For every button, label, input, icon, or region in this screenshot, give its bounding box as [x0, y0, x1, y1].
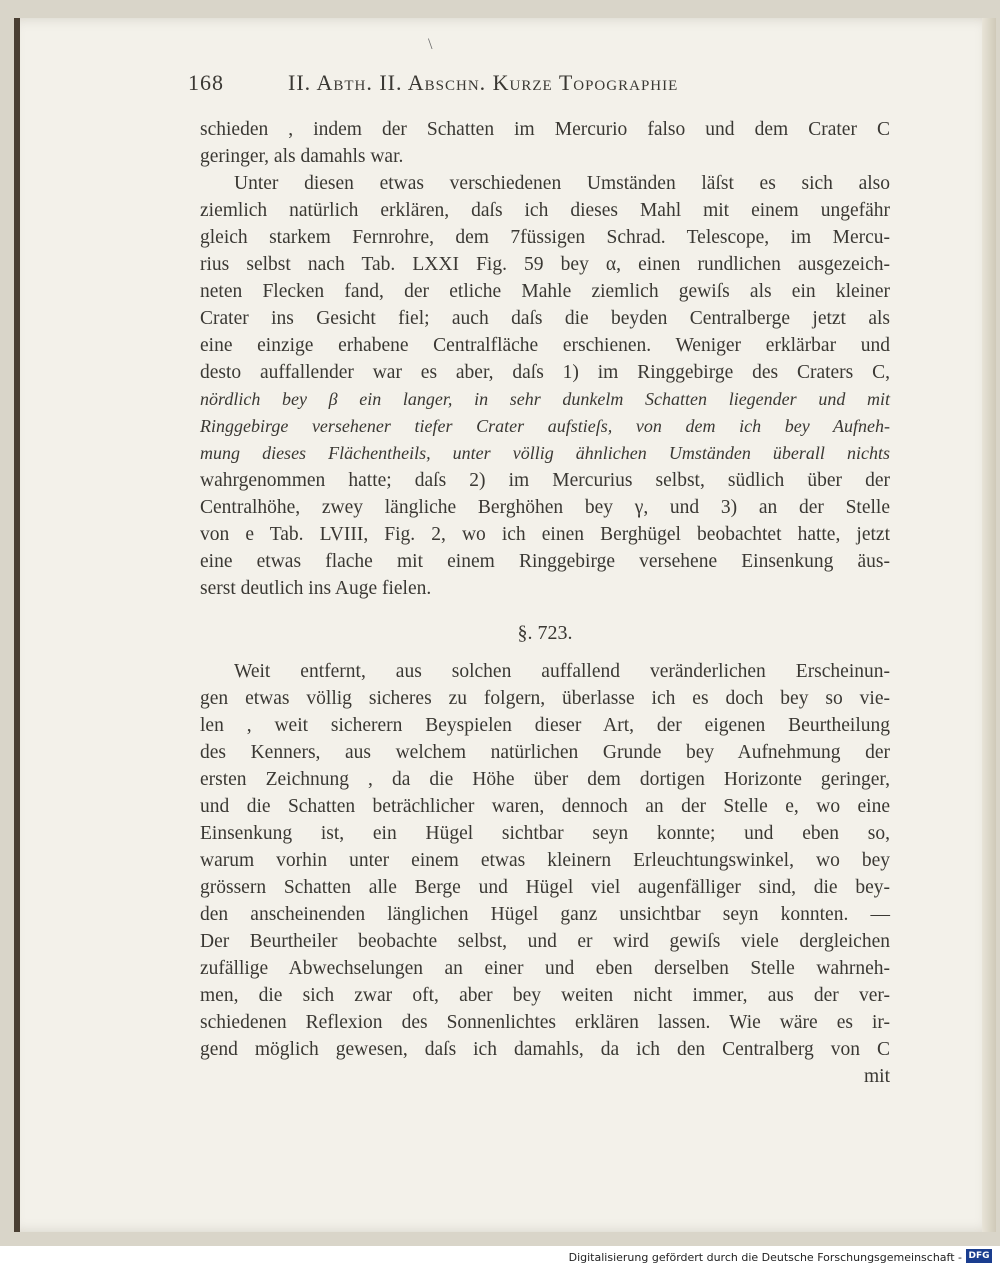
section-mark: §. 723. [517, 622, 573, 644]
body-line: grössern Schatten alle Berge und Hügel viel augenfälliger sind, die bey- [200, 877, 890, 898]
page-number: 168 [188, 70, 224, 95]
dfg-logo: DFG [966, 1249, 992, 1263]
body-line: schiedenen Reflexion des Sonnenlichtes erklären lassen. Wie wäre es ir- [200, 1012, 890, 1033]
body-line: und die Schatten beträchlicher waren, dennoch an der Stelle e, wo eine [200, 796, 890, 817]
catchword: mit [863, 1066, 890, 1087]
body-line: Weit entfernt, aus solchen auffallend veränderlichen Erscheinun- [234, 661, 890, 682]
body-line: ziemlich natürlich erklären, daſs ich dieses Mahl mit einem ungefähr [200, 200, 890, 221]
body-line: den anscheinenden länglichen Hügel ganz unsichtbar seyn konnten. — [200, 904, 890, 925]
running-header [188, 70, 890, 102]
body-line: von e Tab. LVIII, Fig. 2, wo ich einen Berghügel beobachtet hatte, jetzt [200, 524, 890, 545]
body-line: geringer, als damahls war. [200, 146, 404, 167]
body-line: Einsenkung ist, ein Hügel sichtbar seyn konnte; und eben so, [200, 823, 890, 844]
body-line: ersten Zeichnung , da die Höhe über dem dortigen Horizonte geringer, [200, 769, 890, 790]
body-line: eine einzige erhabene Centralfläche erschienen. Weniger erklärbar und [200, 335, 890, 356]
body-line: desto auffallender war es aber, daſs 1) im Ringgebirge des Craters C, [200, 362, 890, 383]
body-line: nördlich bey β ein langer, in sehr dunkelm Schatten liegender und mit [200, 389, 890, 409]
body-line: men, die sich zwar oft, aber bey weiten nicht immer, aus der ver- [200, 985, 890, 1006]
body-line: Der Beurtheiler beobachte selbst, und er wird gewiſs viele dergleichen [200, 931, 890, 952]
body-line: Crater ins Gesicht fiel; auch daſs die beyden Centralberge jetzt als [200, 308, 890, 329]
stray-mark: \ [428, 36, 433, 53]
body-line: rius selbst nach Tab. LXXI Fig. 59 bey α, einen rundlichen ausgezeich- [200, 254, 890, 275]
page-edge [982, 18, 996, 1232]
running-title: II. Abth. II. Abschn. Kurze Topographie [288, 70, 679, 95]
body-line: gend möglich gewesen, daſs ich damahls, da ich den Centralberg von C [200, 1039, 890, 1060]
body-line: eine etwas flache mit einem Ringgebirge versehene Einsenkung äus- [200, 551, 890, 572]
body-line: schieden , indem der Schatten im Mercurio falso und dem Crater C [200, 119, 890, 140]
body-line: serst deutlich ins Auge fielen. [200, 578, 432, 599]
body-line: gleich starkem Fernrohre, dem 7füssigen Schrad. Telescope, im Mercu- [200, 227, 890, 248]
body-line: mung dieses Flächentheils, unter völlig ähnlichen Umständen überall nichts [200, 443, 890, 463]
body-line: wahrgenommen hatte; daſs 2) im Mercurius selbst, südlich über der [200, 470, 890, 491]
body-line: Ringgebirge versehener tiefer Crater aufstieſs, von dem ich bey Aufneh- [200, 416, 890, 436]
footer-credit: Digitalisierung gefördert durch die Deutsche Forschungsgemeinschaft - [568, 1251, 962, 1264]
body-line: gen etwas völlig sicheres zu folgern, überlasse ich es doch bey so vie- [200, 688, 890, 709]
body-line: Unter diesen etwas verschiedenen Umständen läſst es sich also [234, 173, 890, 194]
body-line: Centralhöhe, zwey längliche Berghöhen bey γ, und 3) an der Stelle [200, 497, 890, 518]
body-line: neten Flecken fand, der etliche Mahle ziemlich gewiſs als ein kleiner [200, 281, 890, 302]
body-line: len , weit sicherern Beyspielen dieser Art, der eigenen Beurtheilung [200, 715, 890, 736]
body-line: zufällige Abwechselungen an einer und eben derselben Stelle wahrneh- [200, 958, 890, 979]
body-line: warum vorhin unter einem etwas kleinern Erleuchtungswinkel, wo bey [200, 850, 890, 871]
body-line: des Kenners, aus welchem natürlichen Grunde bey Aufnehmung der [200, 742, 890, 763]
